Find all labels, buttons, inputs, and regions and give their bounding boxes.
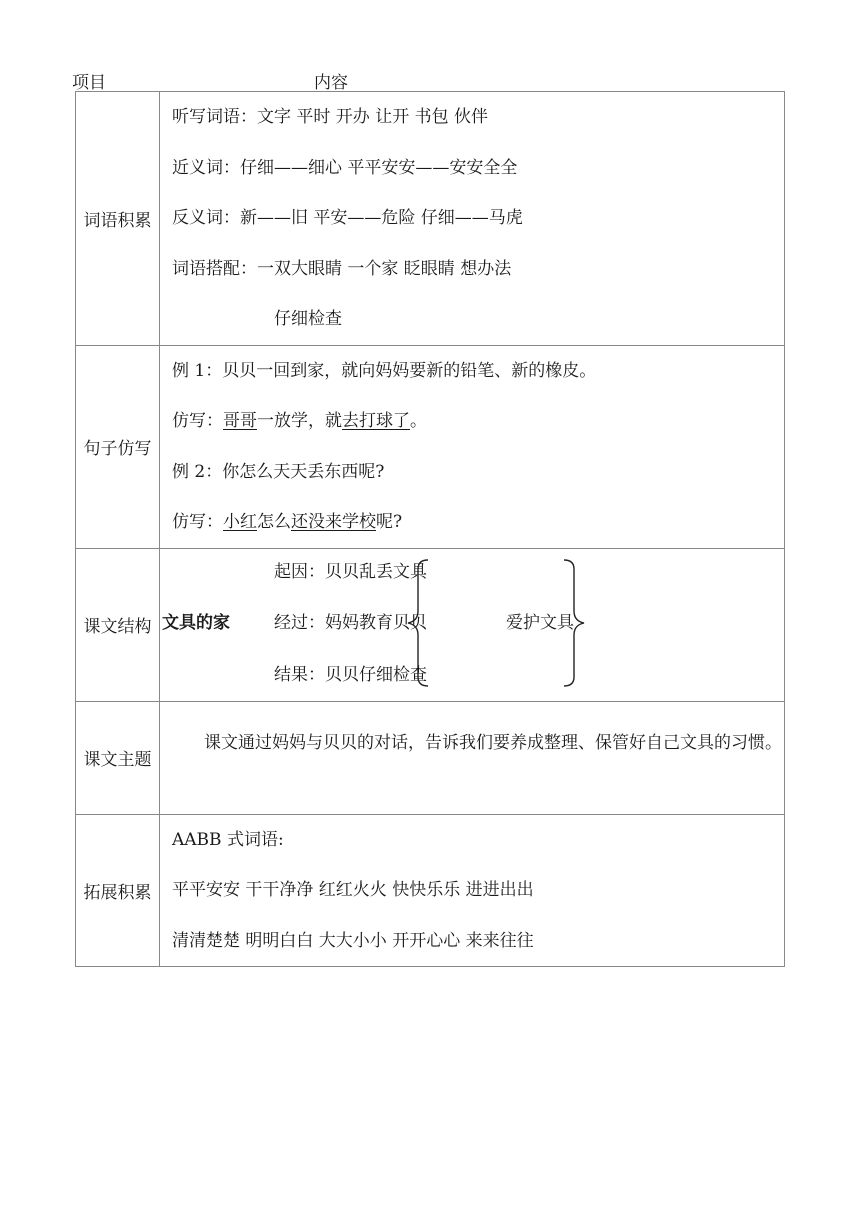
vocab-line: 近义词：仔细——细心 平平安安——安安全全 [172,157,518,178]
vocab-line: 词语搭配：一双大眼睛 一个家 眨眼睛 想办法 [172,258,512,279]
sentence-label: 句子仿写 [76,345,160,548]
example-sentence-1: 例 1：贝贝一回到家，就向妈妈要新的铅笔、新的橡皮。 [172,360,597,381]
imitation-prefix: 仿写： [172,512,223,532]
vocab-row [76,92,785,346]
expand-line: 平平安安 干干净净 红红火火 快快乐乐 进进出出 [172,880,534,900]
lesson-table [75,91,785,967]
imitation-text: 呢? [376,512,403,532]
theme-text: 课文通过妈妈与贝贝的对话，告诉我们要养成整理、保管好自己文具的习惯。 [204,732,782,753]
imitation-sentence-2 [160,497,784,548]
theme-row [76,701,785,814]
expand-line: 清清楚楚 明明白白 大大小小 开开心心 来来往往 [172,930,534,951]
vocab-line: 听写词语：文字 平时 开办 让开 书包 伙伴 [172,107,489,127]
vocab-line-extra: 仔细检查 [274,309,342,329]
imitation-blank: 哥哥 [223,411,257,431]
imitation-prefix: 仿写： [172,411,223,431]
imitation-text: 。 [410,411,427,431]
sentence-content [160,345,785,548]
expand-line: AABB 式词语: [172,829,284,850]
imitation-text: 一放学，就 [257,411,342,431]
expand-row [76,814,785,967]
example-sentence-2: 例 2：你怎么天天丢东西呢? [172,461,385,482]
header-content: 内容 [314,73,348,93]
theme-label: 课文主题 [76,701,160,814]
imitation-sentence-1 [160,396,784,447]
header-item: 项目 [72,73,106,93]
expand-content [160,814,785,967]
vocab-content [160,92,785,346]
sentence-row [76,345,785,548]
structure-title: 文具的家 [162,612,230,633]
structure-content [160,548,785,701]
imitation-blank: 去打球了 [342,411,410,431]
imitation-blank: 还没来学校 [291,512,376,532]
imitation-blank: 小红 [223,512,257,532]
theme-content [160,701,785,814]
structure-item-process: 经过：妈妈教育贝贝 [274,612,427,633]
vocab-line: 反义词：新——旧 平安——危险 仔细——马虎 [172,208,523,228]
structure-row [76,548,785,701]
expand-label: 拓展积累 [76,814,160,967]
structure-label: 课文结构 [76,548,160,701]
vocab-label: 词语积累 [76,92,160,346]
brace-graphic [160,549,786,701]
structure-summary: 爱护文具 [506,612,574,633]
structure-item-result: 结果：贝贝仔细检查 [274,664,427,685]
structure-diagram [160,549,784,701]
structure-item-cause: 起因：贝贝乱丢文具 [274,561,427,582]
imitation-text: 怎么 [257,512,291,532]
